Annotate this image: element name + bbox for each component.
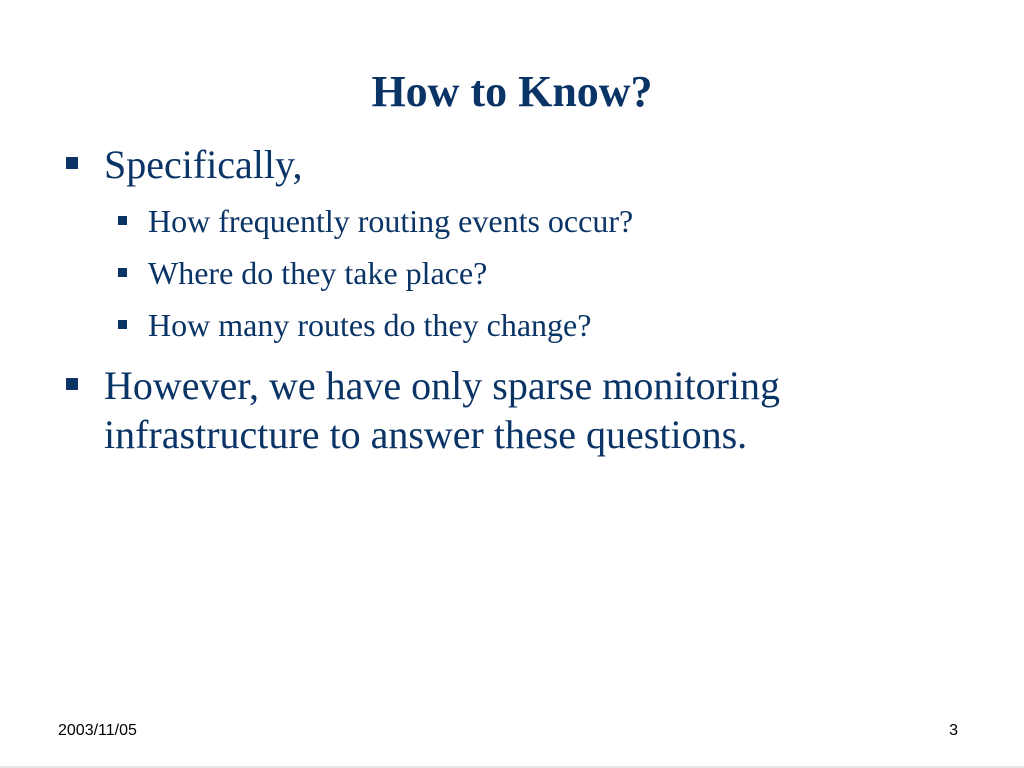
sub-bullet-item	[118, 303, 966, 347]
slide-title: How to Know?	[371, 67, 653, 116]
sub-bullet-text: Where do they take place?	[148, 255, 488, 291]
square-bullet-icon	[118, 216, 127, 225]
bullet-item	[66, 140, 966, 189]
slide-body	[66, 140, 966, 469]
sub-bullet-list	[118, 199, 966, 347]
square-bullet-icon	[118, 320, 127, 329]
sub-bullet-item	[118, 251, 966, 295]
square-bullet-icon	[66, 157, 78, 169]
bullet-text: However, we have only sparse monitoring infrastructure to answer these questions.	[104, 363, 780, 457]
footer-page-number: 3	[949, 722, 958, 739]
square-bullet-icon	[118, 268, 127, 277]
bullet-item	[66, 361, 966, 459]
square-bullet-icon	[66, 378, 78, 390]
bullet-text: Specifically,	[104, 142, 303, 187]
footer-date: 2003/11/05	[58, 722, 137, 739]
sub-bullet-item	[118, 199, 966, 243]
sub-bullet-text: How many routes do they change?	[148, 307, 592, 343]
sub-bullet-text: How frequently routing events occur?	[148, 203, 634, 239]
